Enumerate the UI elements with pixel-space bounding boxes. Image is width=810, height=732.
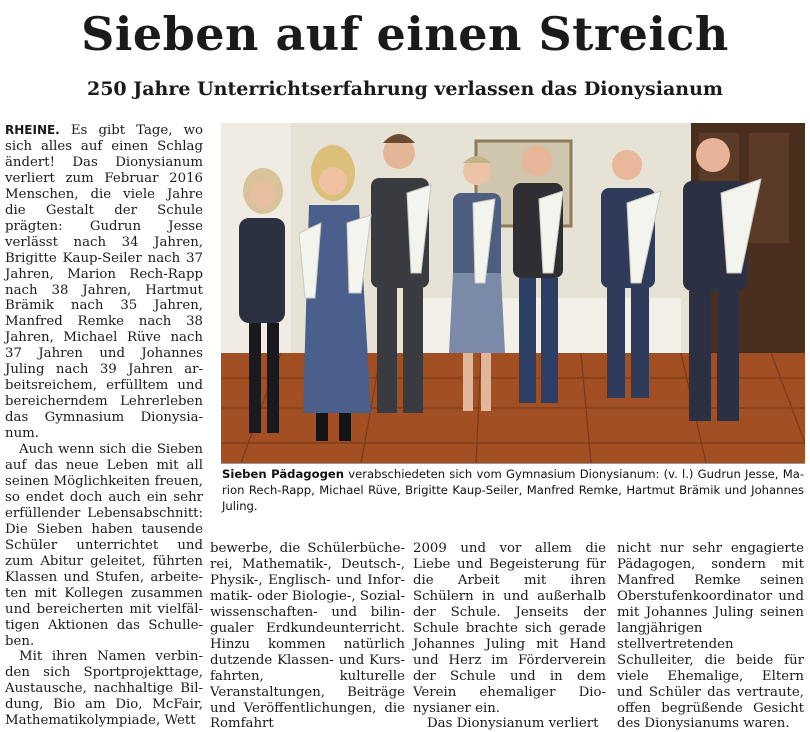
subheadline: 250 Jahre Unterrichtserfahrung verlassen das Dionysianum: [86, 78, 724, 100]
paragraph-6: Das Dionysianum verliert: [427, 716, 599, 732]
article-column-3: [413, 541, 606, 732]
group-photo: [221, 123, 805, 463]
photo-caption: [222, 466, 804, 514]
paragraph-2: Auch wenn sich die Sieben auf das neue Leben mit all seinen Möglichkeiten freuen, so endet doch auch ein sehr erfüllender Lebensabschnitt: Die Sieben haben tausende Schüler unterrichtet und zum Abitur geleitet, führten Klassen und Stufen, arbeiteten mit Kollegen zusammen und bereicherten mit vielfältigen Aktionen das Schulleben.: [5, 442, 203, 649]
article-column-1: [5, 123, 203, 729]
dateline: RHEINE.: [5, 123, 60, 137]
caption-text: verabschiedeten sich vom Gymnasium Dionysianum: (v. l.) Gudrun Jesse, Marion Rech-Rapp, Michael Rüve, Brigitte Kaup-Seiler, Manfred Remke, Hartmut Brämik und Johannes Juling.: [222, 467, 805, 513]
caption-lead: Sieben Pädagogen: [222, 467, 344, 481]
paragraph-1-text: Es gibt Tage, wo sich alles auf einen Schlag ändert! Das Dionysianum verliert zum Februar 2016 Menschen, die viele Jahre die Gestalt der Schule prägten: Gudrun Jesse verlässt nach 34 Jahren, Brigitte Kaup-Seiler nach 37 Jahren, Marion Rech-Rapp nach 38 Jahren, Hartmut Brämik nach 35 Jahren, Manfred Remke nach 38 Jahren, Michael Rüve nach 37 Jahren und Johannes Juling nach 39 Jahren arbeitsreichem, erfülltem und bereicherndem Lehrerleben das Gymnasium Dionysianum.: [5, 123, 203, 442]
paragraph-3: Mit ihren Namen verbinden sich Sportprojekttage, Austausche, nachhaltige Bildung, Bio am Dio, McFair, Mathematikolympiade, Wett: [5, 649, 203, 729]
paragraph-5: 2009 und vor allem die Liebe und Begeisterung für die Arbeit mit ihren Schülern in und außerhalb der Schule. Jenseits der Schule brachte sich gerade Johannes Juling mit Hand und Herz im Förderverein der Schule und in dem Verein ehemaliger Dionysianer ein.: [413, 541, 606, 716]
photo-rule: [221, 463, 805, 464]
paragraph-7: nicht nur sehr engagierte Pädagogen, sondern mit Manfred Remke seinen Oberstufenkoordinator und mit Johannes Juling seinen langjährigen stellvertretenden Schulleiter, die beide für viele Ehemalige, Eltern und Schüler das vertraute, offen begrüßende Gesicht des Dionysianums waren.: [617, 541, 804, 732]
article-column-2: [210, 541, 405, 732]
headline: Sieben auf einen Streich: [81, 7, 729, 61]
photo-illustration: [221, 123, 805, 463]
paragraph-1: [5, 123, 203, 442]
paragraph-4: bewerbe, die Schülerbücherei, Mathematik-, Deutsch-, Physik-, Englisch- und Informatik- oder Biologie-, Sozialwissenschaften- und bilingualer Erdkundeunterricht. Hinzu kommen natürlich dutzende Klassen- und Kursfahrten, kulturelle Veranstaltungen, Beiträge und Veröffentlichungen, die Romfahrt: [210, 541, 405, 732]
article-column-4: [617, 541, 804, 732]
